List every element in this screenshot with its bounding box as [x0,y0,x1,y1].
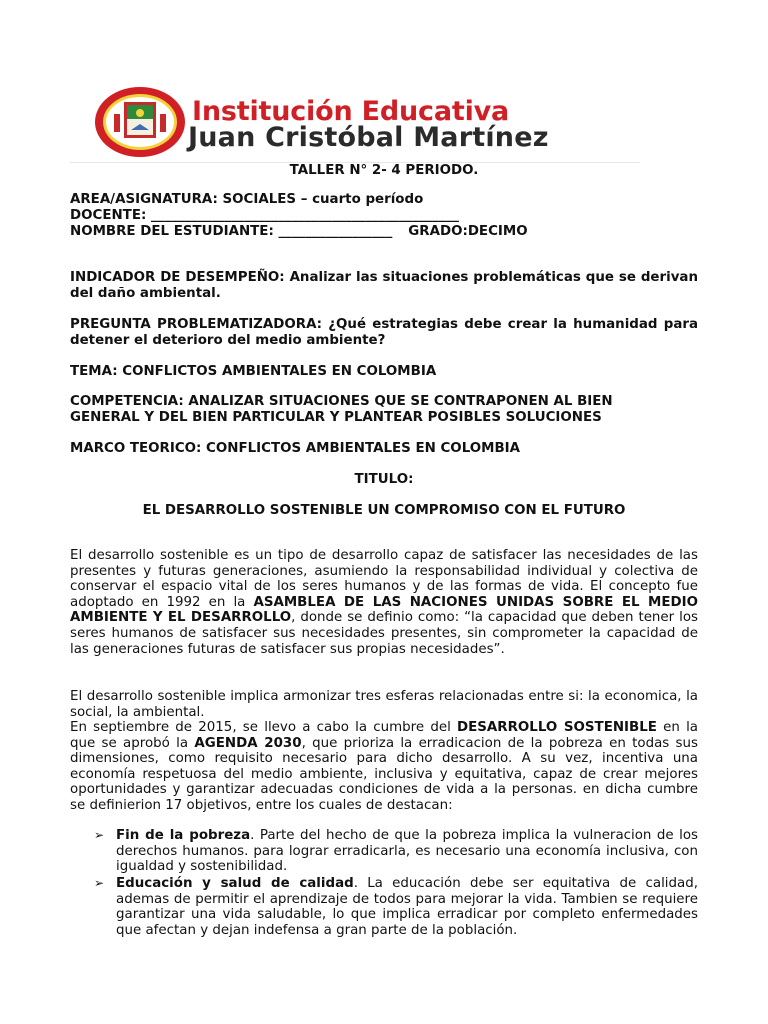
student-name-field: NOMBRE DEL ESTUDIANTE: _________________ [70,224,393,239]
titulo-label: TITULO: [354,472,414,487]
paragraph-cumbre [70,720,698,814]
list-item-title: Educación y salud de calidad [116,876,354,891]
competencia-line1: COMPETENCIA: ANALIZAR SITUACIONES QUE SE CONTRAPONEN AL BIEN [70,394,613,409]
paragraph-cumbre-part2: en la que se aprobó la [70,720,699,751]
school-seal-icon [94,86,186,158]
pregunta-problematizadora: PREGUNTA PROBLEMATIZADORA: ¿Qué estrategias debe crear la humanidad para detener el deterioro del medio ambiente? [70,317,698,348]
docente-field: DOCENTE: ______________________________________________ [70,208,459,223]
marco-teorico: MARCO TEORICO: CONFLICTOS AMBIENTALES EN COLOMBIA [70,441,521,456]
area-asignatura: AREA/ASIGNATURA: SOCIALES – cuarto período [70,192,424,207]
indicador-desempeno: INDICADOR DE DESEMPEÑO: Analizar las situaciones problemáticas que se derivan del daño ambiental. [70,270,698,301]
arrow-bullet-icon: ➢ [94,876,105,890]
institution-name-line1: Institución Educativa [192,96,510,127]
student-name-row [70,224,528,240]
list-item-body: . Parte del hecho de que la pobreza implica la vulneracion de los derechos humanos. para lograr erradicarla, es necesario una economía inclusiva, con igualdad y sostenibilidad. [116,828,699,875]
list-item-title: Fin de la pobreza [116,828,251,843]
competencia-line2: GENERAL Y DEL BIEN PARTICULAR Y PLANTEAR POSIBLES SOLUCIONES [70,410,602,425]
paragraph-cumbre-bold1: DESARROLLO SOSTENIBLE [457,720,657,735]
institution-name-line2: Juan Cristóbal Martínez [188,122,549,153]
arrow-bullet-icon: ➢ [94,828,105,842]
paragraph-cumbre-bold2: AGENDA 2030 [194,735,302,751]
paragraph-intro [70,548,698,657]
list-item-text [116,828,698,875]
list-item-body: . La educación debe ser equitativa de calidad, ademas de permitir el aprendizaje de todos para mejorar la vida. Tambien se requiere garantizar una vida saludable, lo que implica erradicar por completo enfermedades que afectan y dejan indefensa a gran parte de la población. [116,876,698,938]
grado-label: GRADO:DECIMO [408,224,528,239]
taller-title: TALLER N° 2- 4 PERIODO. [289,163,479,178]
section-title: EL DESARROLLO SOSTENIBLE UN COMPROMISO CON EL FUTURO [142,503,626,518]
paragraph-esferas: El desarrollo sostenible implica armonizar tres esferas relacionadas entre si: la economica, la social, la ambiental. [70,689,698,720]
paragraph-cumbre-part3: , que prioriza la erradicacion de la pobreza en todas sus dimensiones, como requisito necesario para dicho desarrollo. A su vez, incentiva una economía respetuosa del medio ambiente, inclusiva y equitativa, capaz de crear mejores oportunidades y garantizar adecuadas condiciones de vida a la personas. en dicha cumbre se definierion 17 objetivos, entre los cuales de destacan: [70,735,698,813]
paragraph-intro-bold: ASAMBLEA DE LAS NACIONES UNIDAS SOBRE EL MEDIO AMBIENTE Y EL DESARROLLO [70,594,698,626]
paragraph-intro-part1: El desarrollo sostenible es un tipo de desarrollo capaz de satisfacer las necesidades de las presentes y futuras generaciones, asumiendo la responsabilidad individual y colectiva de conservar el espacio vital de los seres humanos y de las formas de vida. El concepto fue adoptado en 1992 en la [70,548,698,610]
list-item-text [116,876,698,938]
paragraph-cumbre-part1: En septiembre de 2015, se llevo a cabo la cumbre del [70,720,458,735]
tema-heading: TEMA: CONFLICTOS AMBIENTALES EN COLOMBIA [70,364,437,379]
paragraph-intro-part2: , donde se definio como: “la capacidad que deben tener los seres humanos de satisfacer sus necesidades presentes, sin comprometer la capacidad de las generaciones futuras de satisfacer sus propias necesidades”. [70,610,698,657]
